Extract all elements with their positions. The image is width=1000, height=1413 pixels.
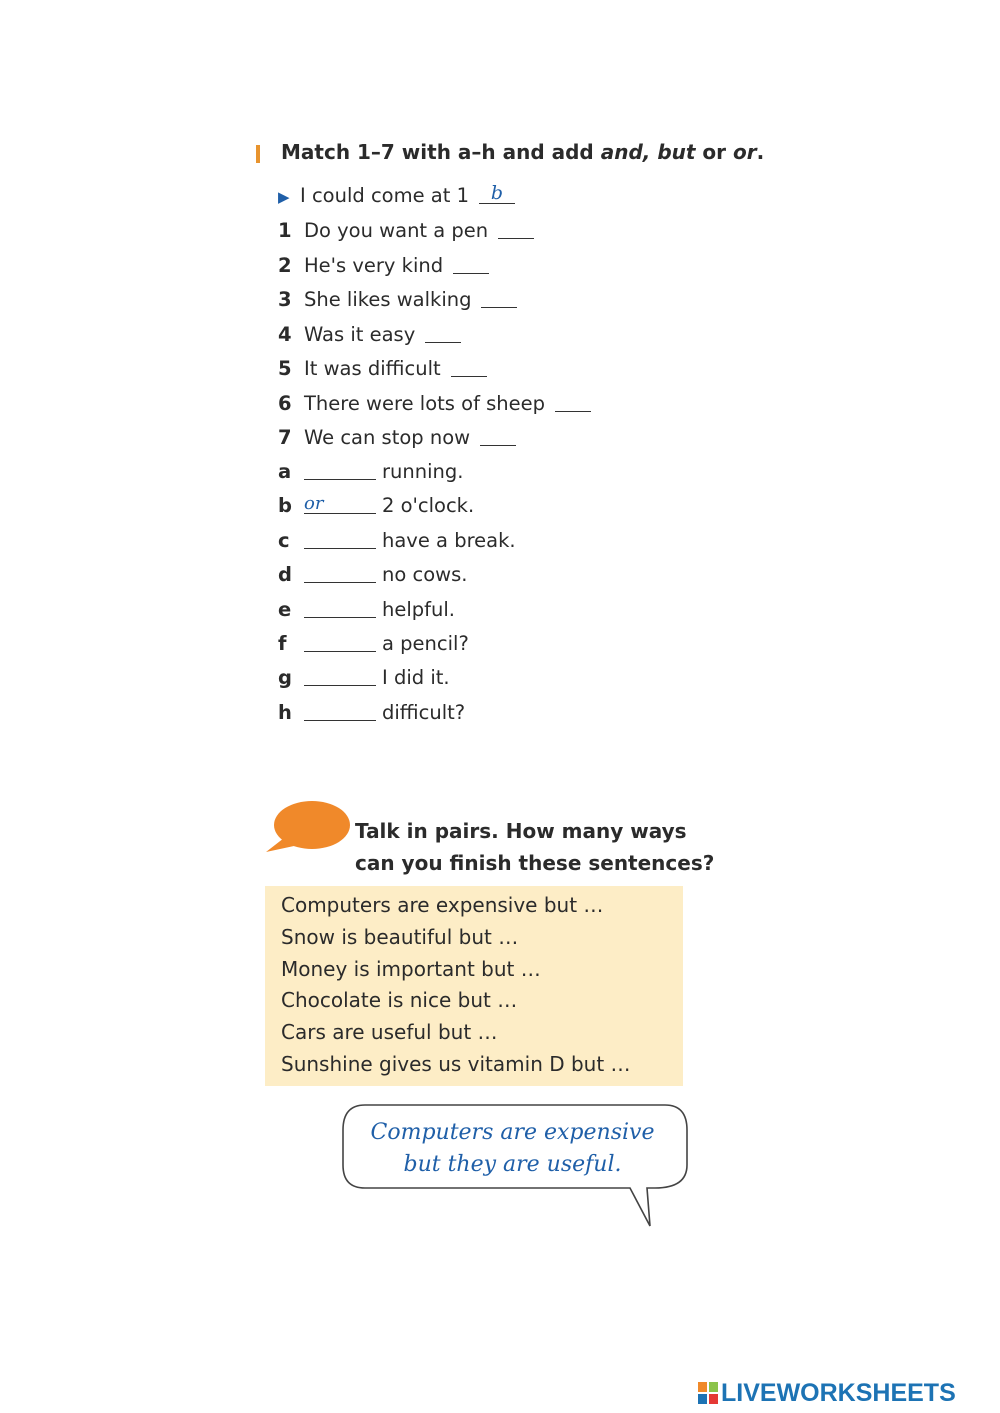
stem-answer-blank[interactable] <box>425 320 461 343</box>
stem-number: 3 <box>278 288 292 311</box>
stem-text: Was it easy <box>304 322 416 346</box>
ending-text: difficult? <box>382 700 466 724</box>
stem-number: 2 <box>278 253 292 277</box>
ending-row <box>278 491 474 521</box>
example-answer: b <box>479 181 515 204</box>
stem-text: She likes walking <box>304 288 472 311</box>
stem-answer-blank[interactable] <box>453 251 489 274</box>
stem-row <box>278 285 517 315</box>
ending-row <box>278 629 469 659</box>
stem-number: 4 <box>278 322 292 346</box>
ending-letter: g <box>278 666 292 690</box>
sentence-line: Snow is beautiful but … <box>281 924 519 949</box>
ending-letter: e <box>278 597 292 621</box>
ending-letter: h <box>278 700 292 724</box>
stem-text: Do you want a pen <box>304 219 489 242</box>
example-speech-text: Computers are expensive but they are useful. <box>370 1120 655 1177</box>
stem-row <box>278 354 487 384</box>
ending-answer-blank[interactable]: or <box>304 491 376 514</box>
stem-answer-blank[interactable] <box>555 389 591 412</box>
logo-grid-icon <box>698 1382 718 1404</box>
ending-row <box>278 526 516 556</box>
sentence-line: Sunshine gives us vitamin D but … <box>281 1052 631 1076</box>
stem-row <box>278 389 591 419</box>
stem-answer-blank[interactable] <box>481 285 517 308</box>
stem-answer-blank[interactable] <box>451 354 487 377</box>
ending-letter: f <box>278 632 287 655</box>
ending-text: a pencil? <box>382 632 469 655</box>
ending-answer-blank[interactable] <box>304 698 376 721</box>
stem-number: 7 <box>278 426 292 449</box>
ending-text: have a break. <box>382 528 516 552</box>
ending-answer-blank[interactable] <box>304 629 376 652</box>
talk-instruction: Talk in pairs. How many ways can you finish these sentences? <box>355 819 715 875</box>
ending-answer-blank[interactable] <box>304 526 376 549</box>
ending-row <box>278 457 463 487</box>
ending-text: 2 o'clock. <box>382 494 475 518</box>
example-arrow-icon: ▶ <box>278 188 290 206</box>
stem-number: 6 <box>278 391 292 415</box>
ending-answer-blank[interactable] <box>304 595 376 618</box>
ending-text: helpful. <box>382 597 455 621</box>
stem-row <box>278 320 461 350</box>
ending-row <box>278 595 455 625</box>
exercise-instruction: Match 1–7 with a–h and add and, but or or. <box>281 140 765 164</box>
stem-text: There were lots of sheep <box>304 391 546 415</box>
ending-answer-blank[interactable] <box>304 457 376 480</box>
stem-row <box>278 216 534 246</box>
stem-number: 5 <box>278 357 292 380</box>
ending-letter: b <box>278 494 292 518</box>
ending-answer-blank[interactable] <box>304 663 376 686</box>
stem-text: We can stop now <box>304 426 471 449</box>
liveworksheets-logo: LIVEWORKSHEETS <box>698 1380 956 1406</box>
ending-text: no cows. <box>382 563 468 587</box>
ending-letter: d <box>278 563 292 587</box>
ending-text: I did it. <box>382 666 450 690</box>
ending-letter: a <box>278 460 292 483</box>
stem-number: 1 <box>278 219 292 242</box>
stem-answer-blank[interactable] <box>480 423 516 446</box>
stem-row <box>278 251 489 281</box>
ending-letter: c <box>278 528 290 552</box>
ending-row <box>278 560 467 590</box>
sentence-line: Cars are useful but … <box>281 1020 498 1045</box>
stem-row <box>278 423 516 453</box>
sentence-line: Chocolate is nice but … <box>281 988 518 1013</box>
ending-answer-blank[interactable] <box>304 560 376 583</box>
sentence-line: Computers are expensive but … <box>281 893 604 917</box>
sentence-line: Money is important but … <box>281 956 541 981</box>
stem-text: It was difficult <box>304 357 441 380</box>
stem-answer-blank[interactable] <box>498 216 534 239</box>
speech-bubble-icon <box>262 798 352 858</box>
ending-row <box>278 698 465 728</box>
stem-text: He's very kind <box>304 253 444 277</box>
ending-text: running. <box>382 460 464 483</box>
ending-row <box>278 663 450 693</box>
example-row: ▶ I could come at 1 b <box>278 181 515 211</box>
exercise-marker <box>256 145 260 163</box>
